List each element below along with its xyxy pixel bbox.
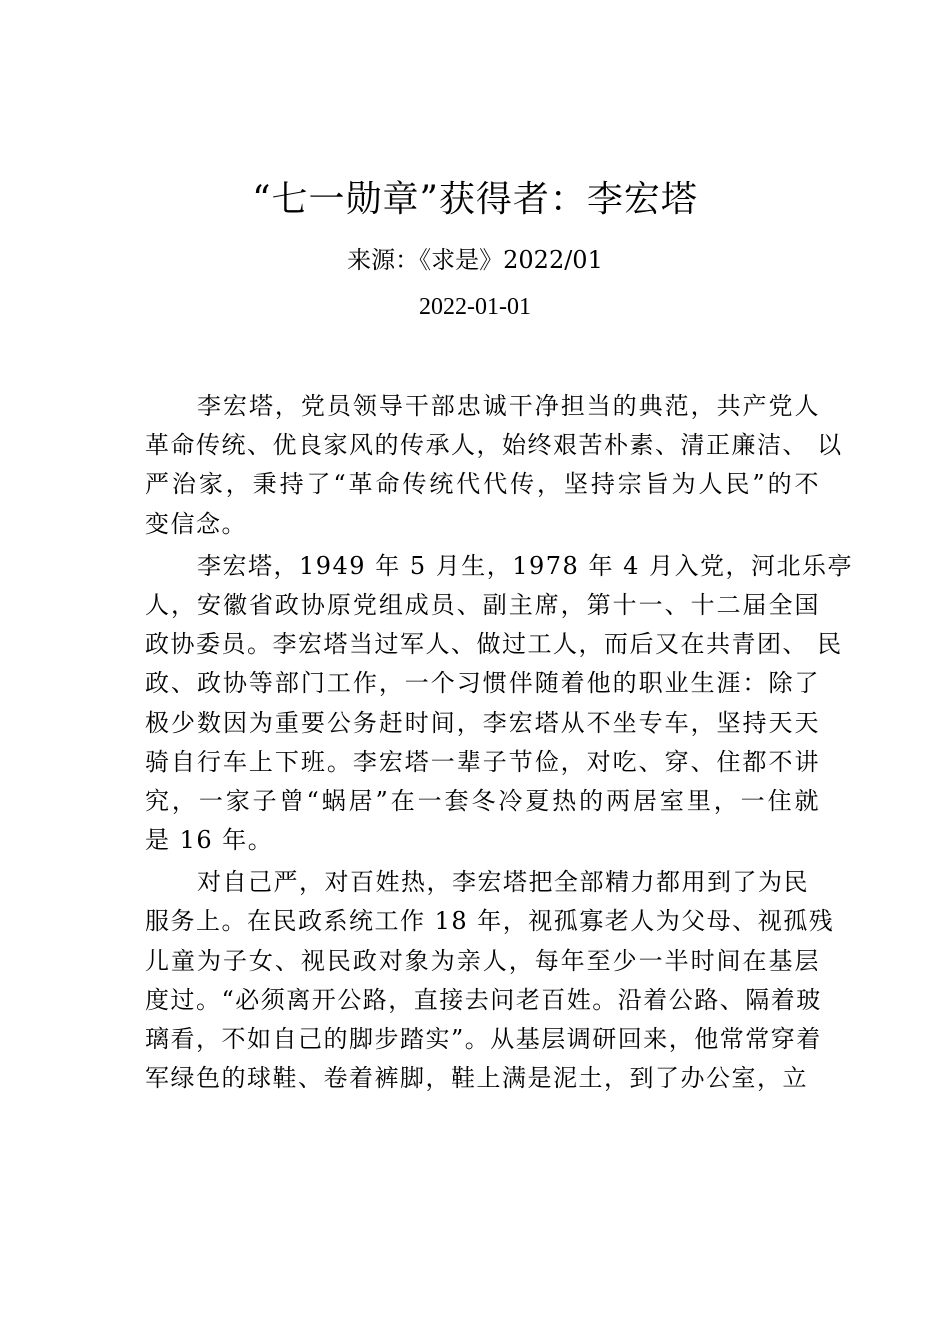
paragraph-line: 政、政协等部门工作，一个习惯伴随着他的职业生涯：除了: [145, 669, 820, 698]
article-date: 2022-01-01: [419, 294, 531, 320]
paragraph: [145, 387, 843, 544]
paragraph-line: 服务上。在民政系统工作 18 年，视孤寡老人为父母、视孤残: [145, 907, 835, 936]
paragraph-line: 李宏塔，党员领导干部忠诚干净担当的典范，共产党人: [197, 392, 820, 420]
paragraph-line: 儿童为子女、视民政对象为亲人，每年至少一半时间在基层: [145, 946, 820, 975]
paragraph-line: 对自己严，对百姓热，李宏塔把全部精力都用到了为民: [197, 868, 809, 897]
article-source: 来源：《求是》2022/01: [347, 246, 603, 274]
paragraph-line: 人，安徽省政协原党组成员、副主席，第十一、十二届全国: [145, 590, 820, 619]
paragraph-line: 变信念。: [145, 509, 247, 538]
paragraph-line: 革命传统、优良家风的传承人，始终艰苦朴素、清正廉洁、 以: [145, 431, 843, 460]
paragraph-line: 骑自行车上下班。李宏塔一辈子节俭，对吃、穿、住都不讲: [145, 747, 820, 776]
paragraph-line: 军绿色的球鞋、卷着裤脚，鞋上满是泥土，到了办公室，立: [145, 1064, 808, 1093]
paragraph-line: 极少数因为重要公务赶时间，李宏塔从不坐专车，坚持天天: [145, 708, 820, 737]
paragraph-line: 严治家，秉持了“革命传统代代传，坚持宗旨为人民”的不: [145, 470, 820, 499]
paragraph: [145, 547, 853, 861]
paragraph-line: 究，一家子曾“蜗居”在一套冬冷夏热的两居室里，一住就: [145, 786, 820, 815]
paragraph: [145, 863, 835, 1098]
paragraph-line: 度过。“必须离开公路，直接去问老百姓。沿着公路、隔着玻: [145, 985, 822, 1014]
article-body: [145, 387, 853, 1098]
paragraph-line: 政协委员。李宏塔当过军人、做过工人，而后又在共青团、 民: [145, 630, 843, 659]
paragraph-line: 璃看，不如自己的脚步踏实”。从基层调研回来，他常常穿着: [145, 1025, 822, 1053]
article-title: “七一勋章”获得者：李宏塔: [252, 179, 698, 220]
paragraph-line: 李宏塔，1949 年 5 月生，1978 年 4 月入党，河北乐亭: [197, 551, 853, 580]
paragraph-line: 是 16 年。: [145, 826, 274, 855]
